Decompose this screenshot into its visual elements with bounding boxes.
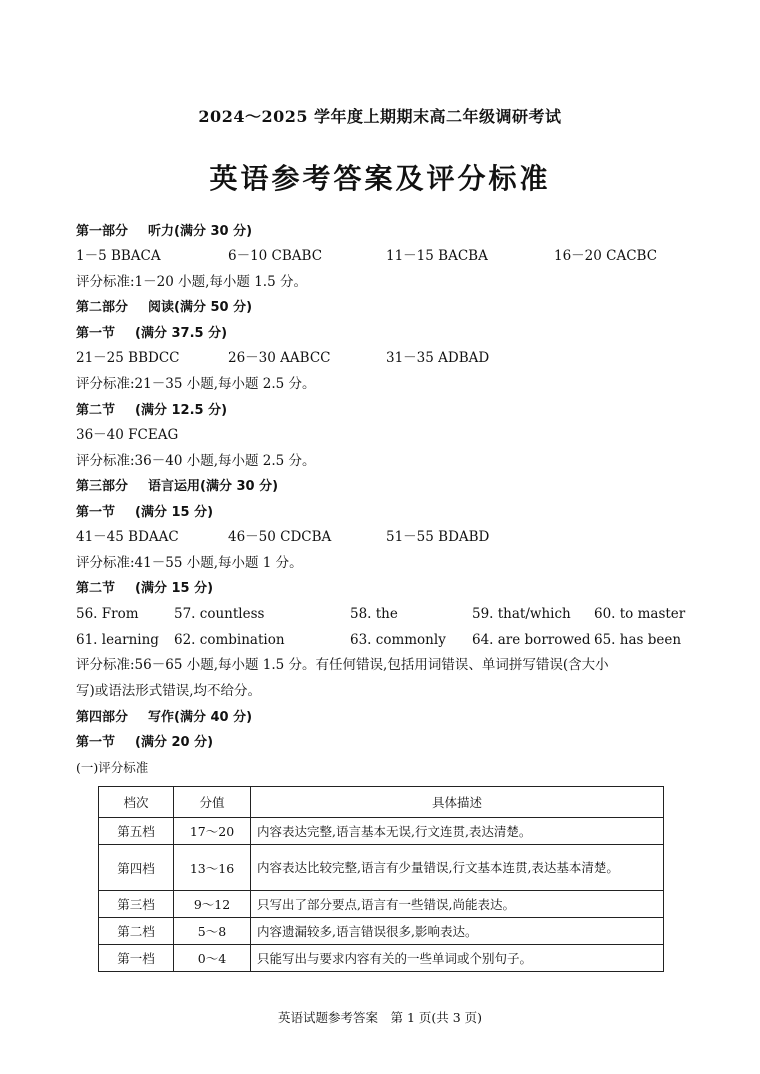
section-heading-line xyxy=(76,502,213,522)
section-heading-line xyxy=(76,732,213,752)
section-name: (满分 12.5 分) xyxy=(135,403,228,418)
scoring-table xyxy=(98,786,664,972)
blank-answer: 57. countless xyxy=(174,606,265,622)
answer-group: 11－15 BACBA xyxy=(386,248,488,264)
blank-answer: 56. From xyxy=(76,606,139,622)
section-name: (满分 20 分) xyxy=(135,735,214,750)
blank-answer: 60. to master xyxy=(594,606,686,622)
table-row xyxy=(99,818,664,845)
scoring-standard-cont: 写)或语法形式错误,均不给分。 xyxy=(76,683,262,699)
answer-group: 1－5 BBACA xyxy=(76,248,161,264)
table-row xyxy=(99,845,664,891)
grade-level: 第二档 xyxy=(99,918,174,945)
score-range: 17～20 xyxy=(174,818,251,845)
grade-description: 内容表达完整,语言基本无误,行文连贯,表达清楚。 xyxy=(251,818,664,845)
grade-level: 第一档 xyxy=(99,945,174,972)
grade-level: 第四档 xyxy=(99,845,174,891)
blank-answer: 62. combination xyxy=(174,632,285,648)
score-range: 9～12 xyxy=(174,891,251,918)
section-label: 第二节 xyxy=(76,581,116,596)
part4-label: 第四部分 xyxy=(76,710,129,725)
grade-level: 第三档 xyxy=(99,891,174,918)
grade-description: 只写出了部分要点,语言有一些错误,尚能表达。 xyxy=(251,891,664,918)
page-footer: 英语试题参考答案 第 1 页(共 3 页) xyxy=(277,1010,483,1025)
grade-description: 内容遗漏较多,语言错误很多,影响表达。 xyxy=(251,918,664,945)
section-name: (满分 15 分) xyxy=(135,505,214,520)
section-label: 第一节 xyxy=(76,505,116,520)
part3-label: 第三部分 xyxy=(76,479,129,494)
blank-answer: 61. learning xyxy=(76,632,159,648)
blank-answer: 63. commonly xyxy=(350,632,446,648)
answer-group: 6－10 CBABC xyxy=(228,248,323,264)
scoring-standard: 评分标准:41－55 小题,每小题 1 分。 xyxy=(76,555,303,571)
blank-answer: 65. has been xyxy=(594,632,682,648)
part2-label: 第二部分 xyxy=(76,300,129,315)
grade-description: 只能写出与要求内容有关的一些单词或个别句子。 xyxy=(251,945,664,972)
score-range: 13～16 xyxy=(174,845,251,891)
part4-name: 写作(满分 40 分) xyxy=(148,710,253,725)
part4-heading-line xyxy=(76,707,252,727)
section-heading-line xyxy=(76,323,227,343)
section-label: 第二节 xyxy=(76,403,116,418)
table-header: 具体描述 xyxy=(251,787,664,818)
section-name: (满分 37.5 分) xyxy=(135,326,228,341)
grade-description: 内容表达比较完整,语言有少量错误,行文基本连贯,表达基本清楚。 xyxy=(251,845,664,891)
table-row xyxy=(99,945,664,972)
grade-level: 第五档 xyxy=(99,818,174,845)
section-label: 第一节 xyxy=(76,326,116,341)
scoring-standard: 评分标准:1－20 小题,每小题 1.5 分。 xyxy=(76,274,307,290)
answer-group: 36－40 FCEAG xyxy=(76,427,179,443)
part2-heading-line xyxy=(76,297,252,317)
score-range: 0～4 xyxy=(174,945,251,972)
part3-heading-line xyxy=(76,476,278,496)
section-name: (满分 15 分) xyxy=(135,581,214,596)
blank-answer: 59. that/which xyxy=(472,606,571,622)
section-heading-line xyxy=(76,400,227,420)
table-row xyxy=(99,891,664,918)
scoring-standard: 评分标准:56－65 小题,每小题 1.5 分。有任何错误,包括用词错误、单词拼写错误(含大小 xyxy=(76,657,609,673)
scoring-standard: 评分标准:21－35 小题,每小题 2.5 分。 xyxy=(76,376,316,392)
blank-answer: 64. are borrowed xyxy=(472,632,591,648)
answer-group: 46－50 CDCBA xyxy=(228,529,332,545)
answer-group: 51－55 BDABD xyxy=(386,529,490,545)
table-header-row xyxy=(99,787,664,818)
part1-label: 第一部分 xyxy=(76,224,129,239)
subsection-label: (一)评分标准 xyxy=(76,760,149,775)
answer-group: 41－45 BDAAC xyxy=(76,529,179,545)
document-title: 英语参考答案及评分标准 xyxy=(209,162,551,195)
table-header: 分值 xyxy=(174,787,251,818)
table-row xyxy=(99,918,664,945)
blank-answer: 58. the xyxy=(350,606,398,622)
section-heading-line xyxy=(76,578,213,598)
answer-group: 16－20 CACBC xyxy=(554,248,658,264)
answer-group: 21－25 BBDCC xyxy=(76,350,180,366)
scoring-standard: 评分标准:36－40 小题,每小题 2.5 分。 xyxy=(76,453,316,469)
part1-heading-line xyxy=(76,221,252,241)
score-range: 5～8 xyxy=(174,918,251,945)
part3-name: 语言运用(满分 30 分) xyxy=(148,479,279,494)
answer-group: 26－30 AABCC xyxy=(228,350,331,366)
table-header: 档次 xyxy=(99,787,174,818)
part2-name: 阅读(满分 50 分) xyxy=(148,300,253,315)
exam-title: 2024～2025 学年度上期期末高二年级调研考试 xyxy=(198,107,562,126)
part1-name: 听力(满分 30 分) xyxy=(148,224,253,239)
section-label: 第一节 xyxy=(76,735,116,750)
answer-group: 31－35 ADBAD xyxy=(386,350,490,366)
